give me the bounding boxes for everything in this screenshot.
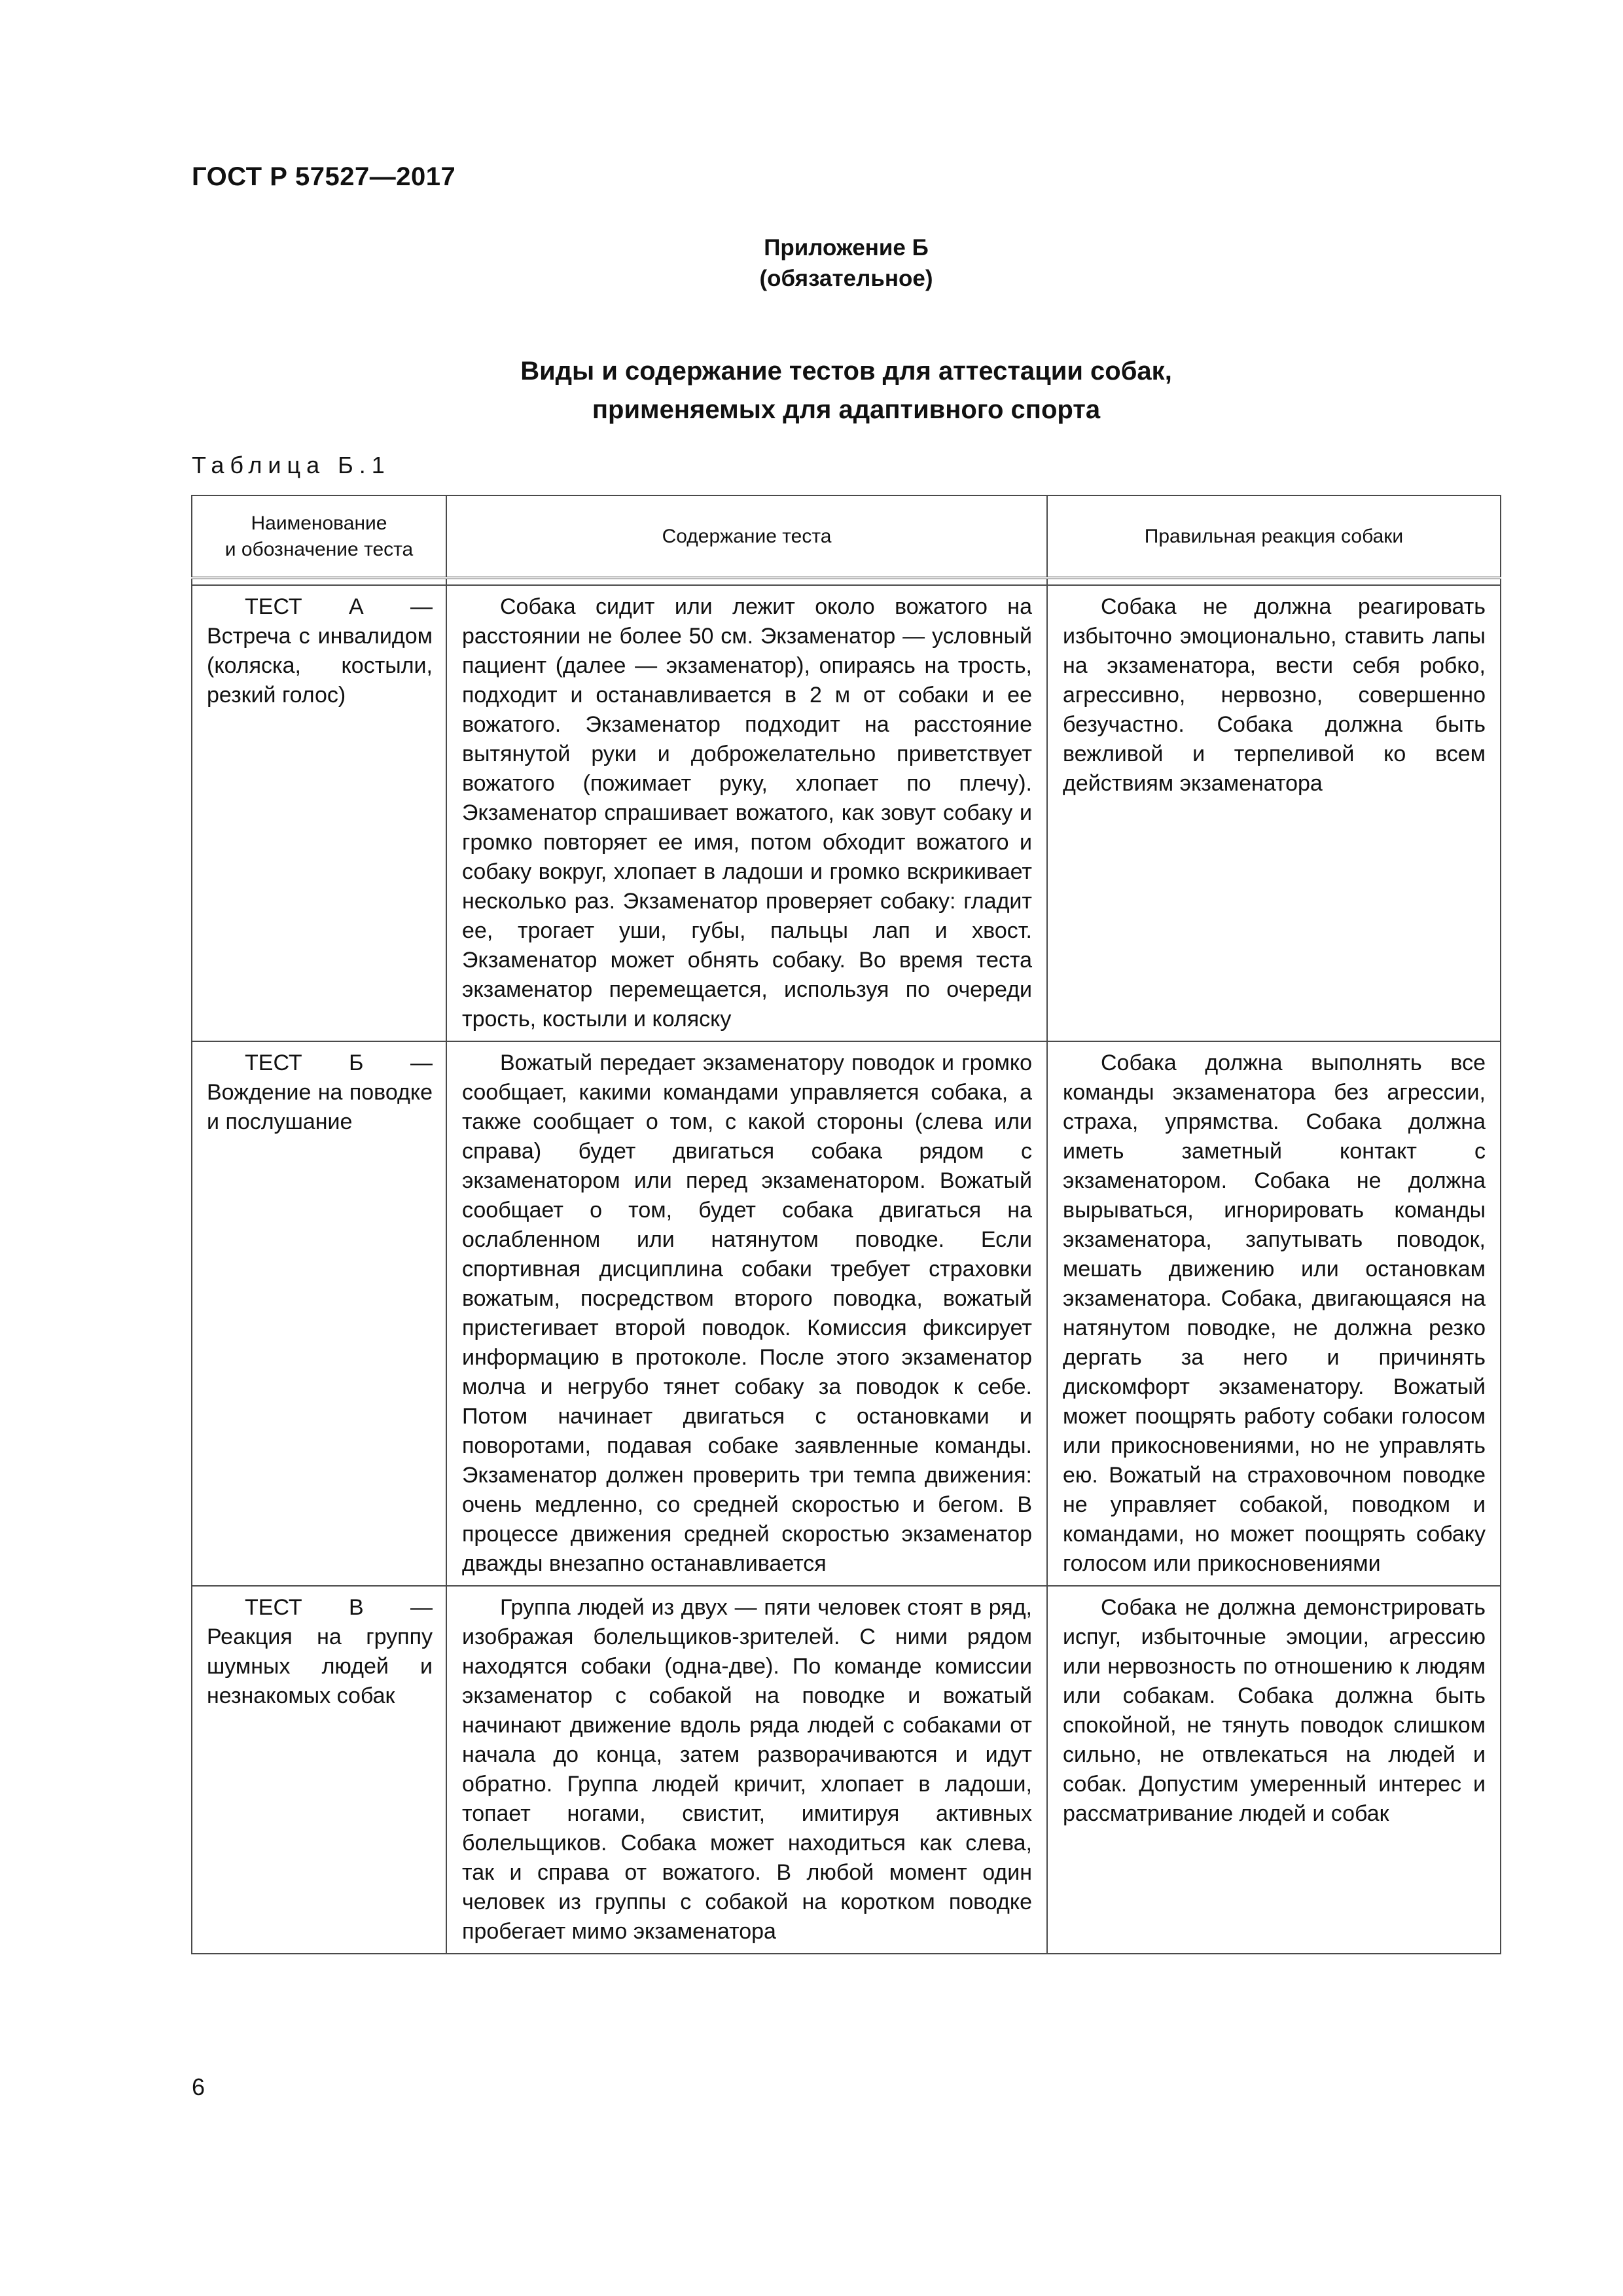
dog-reaction-cell [1047,1586,1501,1954]
test-content: Вожатый передает экзаменатору поводок и громко сообщает, какими командами управляется собака, а также сообщает о том, с какой стороны (слева или справа) будет двигаться собака рядом с экзаменатором или перед экзаменатором. Вожатый сообщает о том, будет собака двигаться на ослабленном или натянутом поводке. Если спортивная дисциплина собаки требует страховки вожатым, посредством второго поводка, вожатый пристегивает второй поводок. Комиссия фиксирует информацию в протоколе. После этого экзаменатор молча и негрубо тянет собаку за поводок к себе. Потом начинает двигаться с остановками и поворотами, подавая собаке заявленные команды. Экзаменатор должен проверить три темпа движения: очень медленно, со средней скоростью и бегом. В процессе движения средней скоростью экзаменатор дважды внезапно останавливается [462,1050,1032,1576]
header-separator [192,578,1501,585]
page-number: 6 [192,2073,205,2100]
document-code: ГОСТ Р 57527—2017 [192,162,456,191]
test-name: ТЕСТ В — Реакция на группу шумных людей и незнакомых собак [207,1595,433,1708]
header-test-content: Содержание теста [446,495,1047,578]
table-row [192,585,1501,1041]
test-content-cell [446,1041,1047,1586]
table-header-row [192,495,1501,578]
page-title-line-2: применяемых для адаптивного спорта [592,395,1101,424]
dog-reaction: Собака не должна демонстрировать испуг, избыточные эмоции, агрессию или нервозность по отношению к людям или собакам. Собака должна быть спокойной, не тянуть поводок слишком сильно, не отвлекаться на людей и собак. Допустим умеренный интерес и рассматривание людей и собак [1063,1595,1486,1826]
test-content: Собака сидит или лежит около вожатого на расстоянии не более 50 см. Экзаменатор — условный пациент (далее — экзаменатор), опираясь на трость, подходит и останавливается в 2 м от собаки и ее вожатого. Экзаменатор подходит на расстояние вытянутой руки и доброжелательно приветствует вожатого (пожимает руку, хлопает по плечу). Экзаменатор спрашивает вожатого, как зовут собаку и громко повторяет ее имя, потом обходит вожатого и собаку вокруг, хлопает в ладоши и громко вскрикивает несколько раз. Экзаменатор проверяет собаку: гладит ее, трогает уши, губы, пальцы лап и хвост. Экзаменатор может обнять собаку. Во время теста экзаменатор перемещается, используя по очереди трость, костыли и коляску [462,594,1032,1031]
page-title [192,352,1501,429]
tests-table [191,495,1501,1954]
header-dog-reaction: Правильная реакция собаки [1047,495,1501,578]
dog-reaction-cell [1047,1041,1501,1586]
dog-reaction-cell [1047,585,1501,1041]
test-content-cell [446,1586,1047,1954]
table-label: Таблица Б.1 [192,452,391,478]
header-test-name-line-2: и обозначение теста [224,538,414,560]
appendix-status: (обязательное) [759,266,933,291]
test-name-cell [192,1041,446,1586]
header-test-name-line-1: Наименование [251,512,387,534]
test-name-cell [192,1586,446,1954]
page-title-line-1: Виды и содержание тестов для аттестации собак, [520,357,1172,386]
test-name-cell [192,585,446,1041]
test-name: ТЕСТ А — Встреча с инвалидом (коляска, костыли, резкий голос) [207,594,433,708]
dog-reaction: Собака должна выполнять все команды экзаменатора без агрессии, страха, упрямства. Собака должна иметь заметный контакт с экзаменатором. Собака не должна вырываться, игнорировать команды экзаменатора, запутывать поводок, мешать движению или остановкам экзаменатора. Собака, двигающаяся на натянутом поводке, не должна резко дергать за него и причинять дискомфорт экзаменатору. Вожатый может поощрять работу собаки голосом или прикосновениями, но не управлять ею. Вожатый на страховочном поводке не управляет собакой, поводком и командами, но может поощрять собаку голосом или прикосновениями [1063,1050,1486,1576]
table-row [192,1586,1501,1954]
table-row [192,1041,1501,1586]
test-content-cell [446,585,1047,1041]
header-test-name [192,495,446,578]
appendix-heading [192,232,1501,294]
dog-reaction: Собака не должна реагировать избыточно эмоционально, ставить лапы на экзаменатора, вести себя робко, агрессивно, нервозно, совершенно безучастно. Собака должна быть вежливой и терпеливой ко всем действиям экзаменатора [1063,594,1486,796]
test-content: Группа людей из двух — пяти человек стоят в ряд, изображая болельщиков-зрителей. С ними рядом находятся собаки (одна-две). По команде комиссии экзаменатор с собакой на поводке и вожатый начинают движение вдоль ряда людей с собаками от начала до конца, затем разворачиваются и идут обратно. Группа людей кричит, хлопает в ладоши, топает ногами, свистит, имитируя активных болельщиков. Собака может находиться как слева, так и справа от вожатого. В любой момент один человек из группы с собакой на коротком поводке пробегает мимо экзаменатора [462,1595,1032,1944]
test-name: ТЕСТ Б — Вождение на поводке и послушание [207,1050,433,1134]
appendix-title: Приложение Б [764,235,929,260]
